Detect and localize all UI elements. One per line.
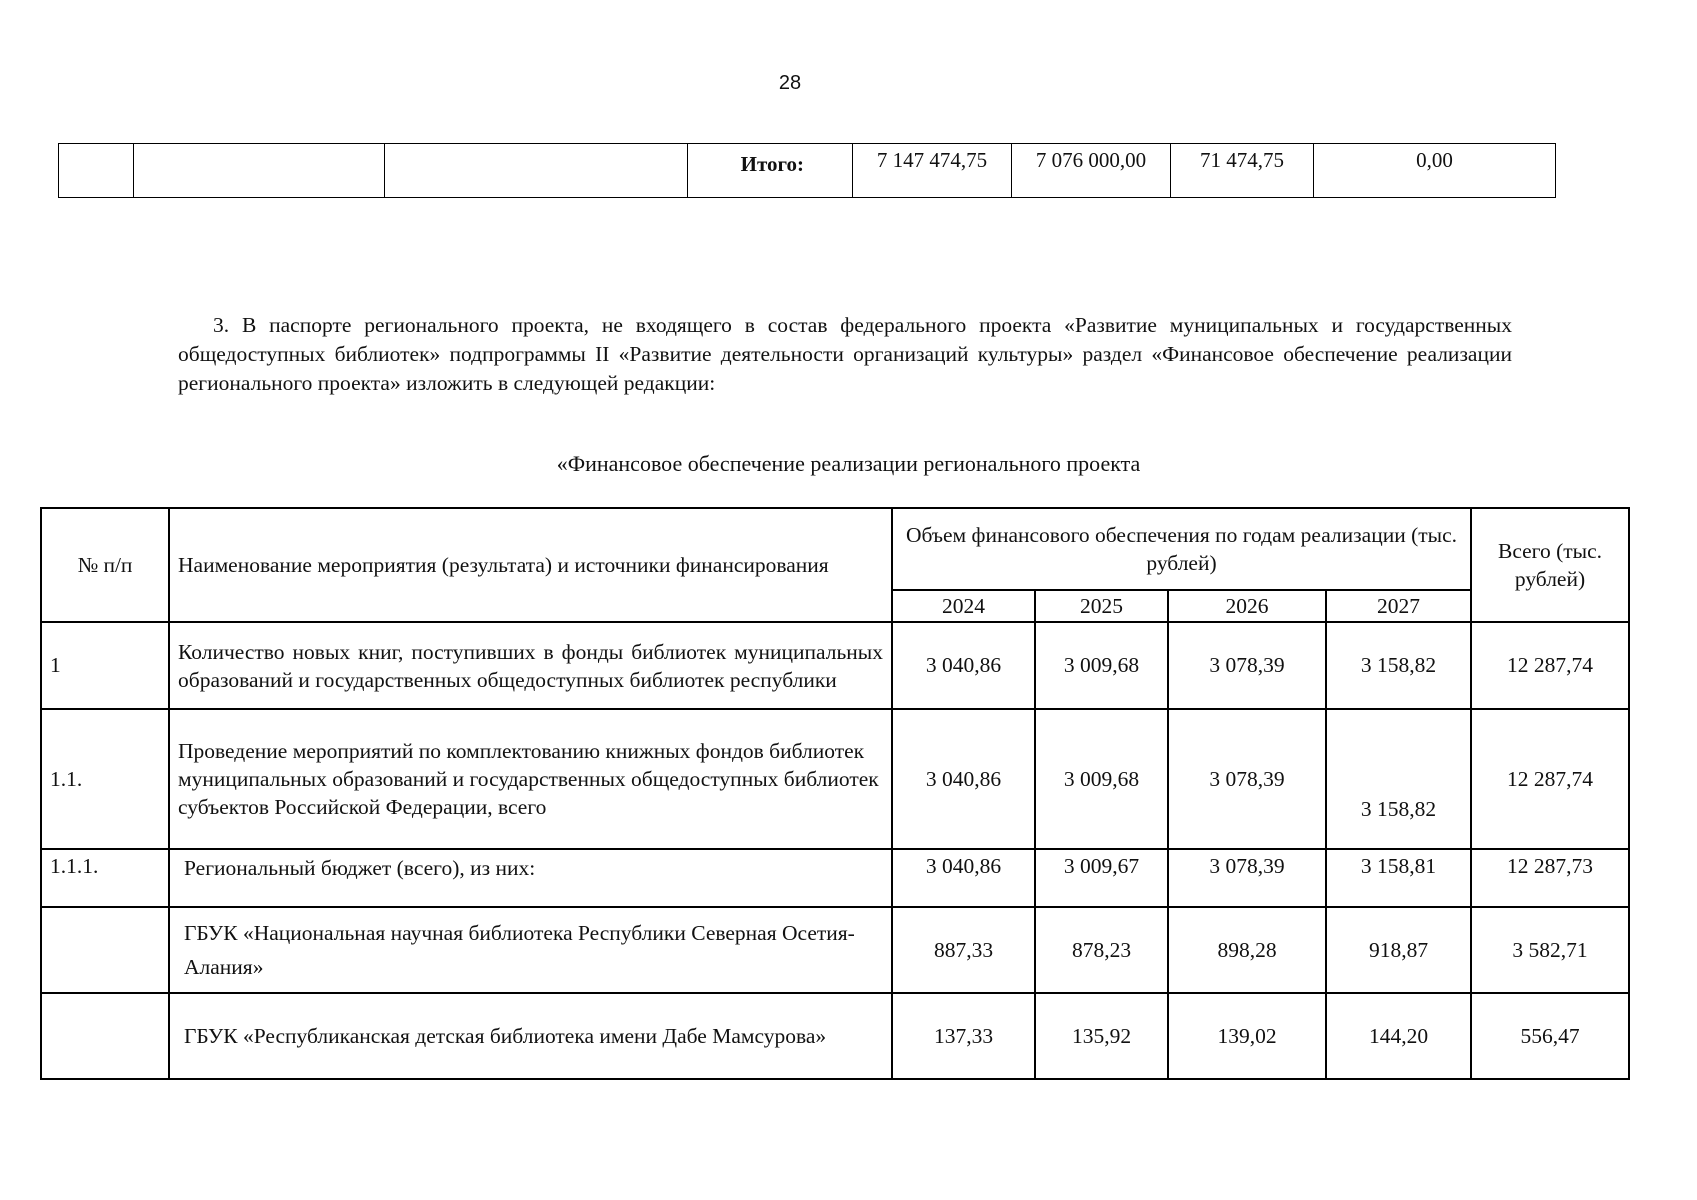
row-value: 3 158,82 <box>1326 709 1471 849</box>
total-value: 7 076 000,00 <box>1012 144 1171 198</box>
header-total: Всего (тыс. рублей) <box>1471 508 1629 622</box>
row-value: 137,33 <box>892 993 1035 1079</box>
row-total: 3 582,71 <box>1471 907 1629 993</box>
row-value: 3 158,82 <box>1326 622 1471 709</box>
row-value: 887,33 <box>892 907 1035 993</box>
row-total: 12 287,73 <box>1471 849 1629 907</box>
row-num: 1 <box>41 622 169 709</box>
row-value: 3 009,68 <box>1035 622 1168 709</box>
total-label: Итого: <box>688 144 853 198</box>
header-num: № п/п <box>41 508 169 622</box>
row-name: ГБУК «Национальная научная библиотека Республики Северная Осетия-Алания» <box>169 907 892 993</box>
total-value: 71 474,75 <box>1171 144 1314 198</box>
table-row <box>41 907 1629 993</box>
row-value: 3 158,81 <box>1326 849 1471 907</box>
row-value: 3 009,67 <box>1035 849 1168 907</box>
paragraph-text: 3. В паспорте регионального проекта, не входящего в состав федерального проекта «Развитие муниципальных и государственных общедоступных библиотек» подпрограммы II «Развитие деятельности организаций культуры» раздел «Финансовое обеспечение реализации регионального проекта» изложить в следующей редакции: <box>178 313 1512 395</box>
total-value: 0,00 <box>1314 144 1556 198</box>
row-value: 3 040,86 <box>892 849 1035 907</box>
header-row <box>41 508 1629 590</box>
empty-cell <box>59 144 134 198</box>
row-value: 878,23 <box>1035 907 1168 993</box>
row-value: 139,02 <box>1168 993 1326 1079</box>
row-total: 556,47 <box>1471 993 1629 1079</box>
table-row <box>41 709 1629 849</box>
row-value: 3 040,86 <box>892 622 1035 709</box>
row-value: 3 078,39 <box>1168 849 1326 907</box>
header-year: 2026 <box>1168 590 1326 622</box>
header-volume: Объем финансового обеспечения по годам реализации (тыс. рублей) <box>892 508 1471 590</box>
row-name: ГБУК «Республиканская детская библиотека имени Дабе Мамсурова» <box>169 993 892 1079</box>
row-total: 12 287,74 <box>1471 622 1629 709</box>
amendment-paragraph <box>178 311 1512 398</box>
empty-cell <box>134 144 385 198</box>
financing-table <box>40 507 1630 1080</box>
total-value: 7 147 474,75 <box>853 144 1012 198</box>
row-value: 898,28 <box>1168 907 1326 993</box>
empty-cell <box>385 144 688 198</box>
row-value: 3 009,68 <box>1035 709 1168 849</box>
header-name: Наименование мероприятия (результата) и источники финансирования <box>169 508 892 622</box>
row-num <box>41 907 169 993</box>
header-year: 2024 <box>892 590 1035 622</box>
row-name: Проведение мероприятий по комплектованию книжных фондов библиотек муниципальных образований и государственных общедоступных библиотек субъектов Российской Федерации, всего <box>169 709 892 849</box>
row-value: 3 040,86 <box>892 709 1035 849</box>
page-number: 28 <box>778 72 802 94</box>
row-name: Региональный бюджет (всего), из них: <box>169 849 892 907</box>
table-title: «Финансовое обеспечение реализации регионального проекта <box>556 451 1141 476</box>
header-year: 2025 <box>1035 590 1168 622</box>
row-total: 12 287,74 <box>1471 709 1629 849</box>
row-value: 918,87 <box>1326 907 1471 993</box>
row-name: Количество новых книг, поступивших в фонды библиотек муниципальных образований и государственных общедоступных библиотек республики <box>169 622 892 709</box>
totals-row <box>59 144 1556 198</box>
table-row <box>41 849 1629 907</box>
header-year: 2027 <box>1326 590 1471 622</box>
table-row <box>41 993 1629 1079</box>
row-num: 1.1.1. <box>41 849 169 907</box>
row-value: 135,92 <box>1035 993 1168 1079</box>
totals-table <box>58 143 1556 198</box>
row-num <box>41 993 169 1079</box>
row-value: 3 078,39 <box>1168 709 1326 849</box>
table-row <box>41 622 1629 709</box>
row-num: 1.1. <box>41 709 169 849</box>
row-value: 3 078,39 <box>1168 622 1326 709</box>
row-value: 144,20 <box>1326 993 1471 1079</box>
